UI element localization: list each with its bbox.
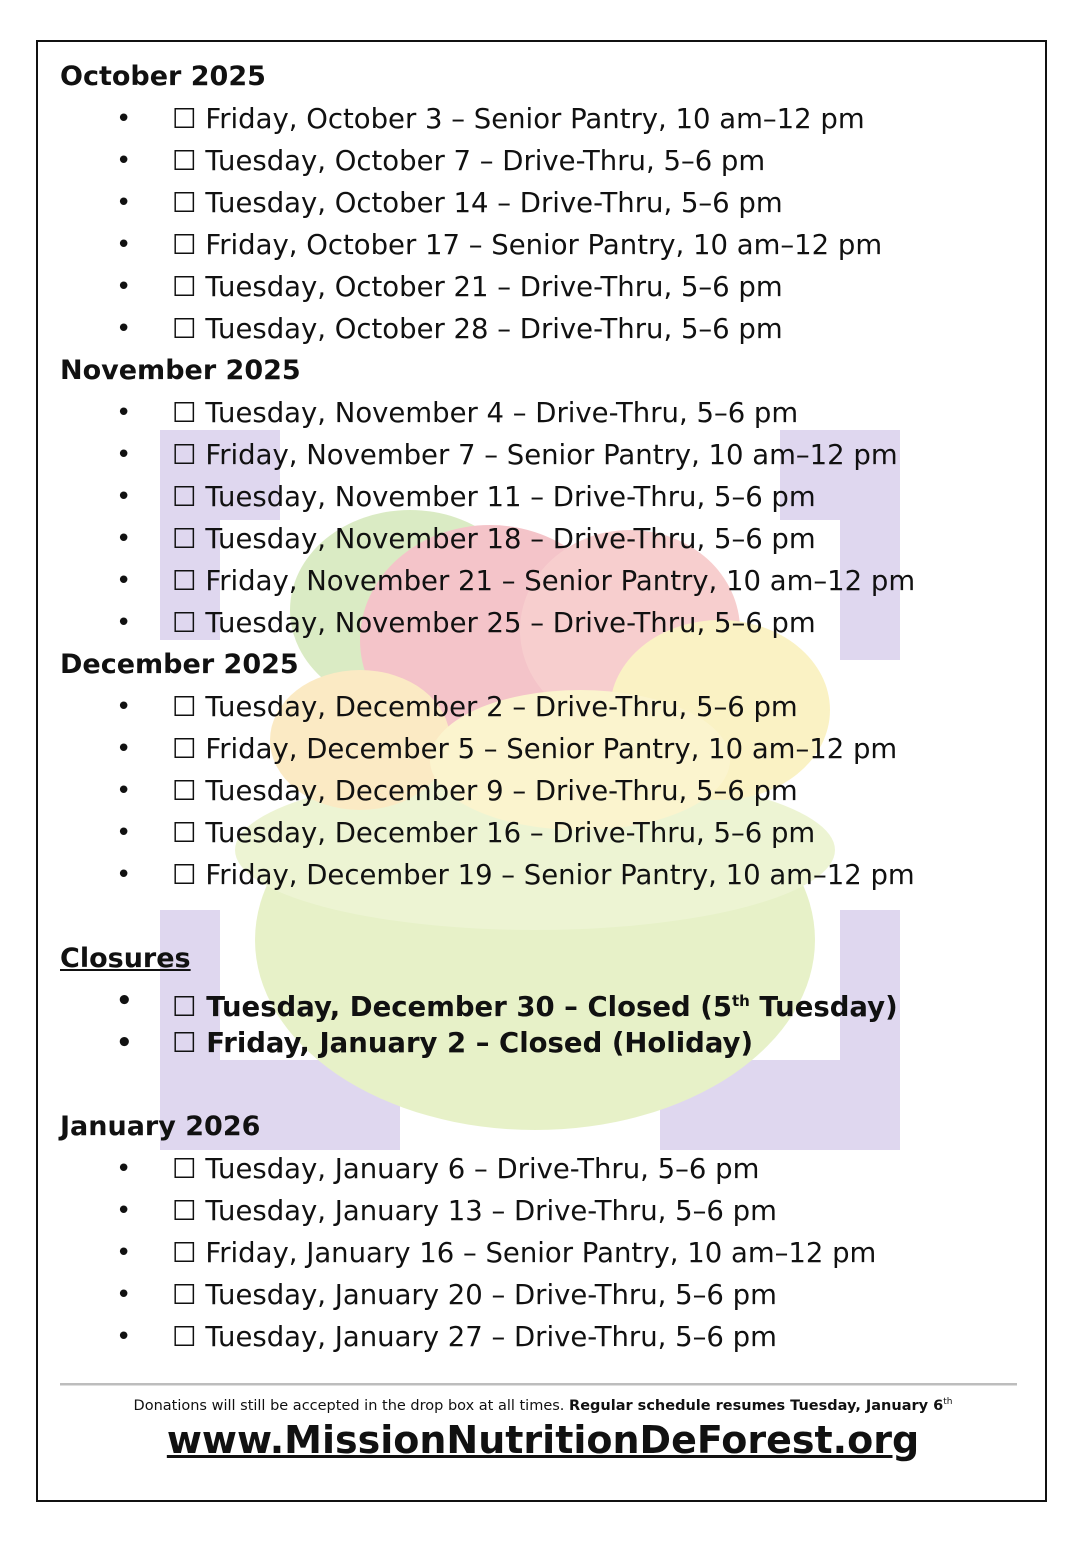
bullet-icon: • <box>116 692 132 722</box>
bullet-icon: • <box>116 1280 132 1310</box>
website-link[interactable]: www.MissionNutritionDeForest.org <box>166 1418 920 1462</box>
bullet-icon: • <box>116 776 132 806</box>
list-item: • ☐ Tuesday, November 4 – Drive-Thru, 5–6 pm <box>60 392 1040 434</box>
bullet-icon: • <box>116 860 132 890</box>
closures-heading: Closures <box>60 943 191 974</box>
bullet-icon: • <box>116 398 132 428</box>
list-item: • ☐ Tuesday, December 9 – Drive-Thru, 5–6 pm <box>60 770 1040 812</box>
list-item: • ☐ Tuesday, October 21 – Drive-Thru, 5–6 pm <box>60 266 1040 308</box>
list-item: • ☐ Tuesday, October 28 – Drive-Thru, 5–6 pm <box>60 308 1040 350</box>
bullet-icon: • <box>116 1196 132 1226</box>
list-item: • ☐ Tuesday, November 25 – Drive-Thru, 5–6 pm <box>60 602 1040 644</box>
month-heading-december: December 2025 <box>60 649 299 680</box>
list-item: • ☐ Tuesday, October 7 – Drive-Thru, 5–6 pm <box>60 140 1040 182</box>
list-item: • ☐ Tuesday, January 13 – Drive-Thru, 5–6 pm <box>60 1190 1040 1232</box>
bullet-icon: • <box>116 1028 133 1058</box>
list-item: • ☐ Tuesday, December 16 – Drive-Thru, 5–6 pm <box>60 812 1040 854</box>
list-item: • ☐ Tuesday, November 11 – Drive-Thru, 5–6 pm <box>60 476 1040 518</box>
bullet-icon: • <box>116 146 132 176</box>
list-item: • ☐ Friday, January 16 – Senior Pantry, 10 am–12 pm <box>60 1232 1040 1274</box>
bullet-icon: • <box>116 1154 132 1184</box>
list-item: • ☐ Friday, December 5 – Senior Pantry, 10 am–12 pm <box>60 728 1040 770</box>
bullet-icon: • <box>116 608 132 638</box>
bullet-icon: • <box>116 188 132 218</box>
month-heading-january: January 2026 <box>60 1111 261 1142</box>
spacer <box>60 1064 1040 1106</box>
event-list-october <box>60 98 1040 350</box>
bullet-icon: • <box>116 986 133 1016</box>
bullet-icon: • <box>116 272 132 302</box>
list-item: • ☐ Tuesday, December 2 – Drive-Thru, 5–6 pm <box>60 686 1040 728</box>
bullet-icon: • <box>116 566 132 596</box>
bullet-icon: • <box>116 314 132 344</box>
month-heading-november: November 2025 <box>60 355 301 386</box>
closures-list <box>60 980 1040 1064</box>
bullet-icon: • <box>116 734 132 764</box>
list-item: • ☐ Tuesday, October 14 – Drive-Thru, 5–6 pm <box>60 182 1040 224</box>
month-heading-october: October 2025 <box>60 61 266 92</box>
bullet-icon: • <box>116 1322 132 1352</box>
list-item: • ☐ Friday, November 7 – Senior Pantry, 10 am–12 pm <box>60 434 1040 476</box>
schedule-content <box>60 56 1040 1358</box>
bullet-icon: • <box>116 230 132 260</box>
list-item: • ☐ Friday, October 3 – Senior Pantry, 10 am–12 pm <box>60 98 1040 140</box>
bullet-icon: • <box>116 1238 132 1268</box>
list-item: • ☐ Tuesday, December 30 – Closed (5th Tuesday) <box>60 980 1040 1022</box>
spacer <box>60 896 1040 938</box>
list-item: • ☐ Tuesday, November 18 – Drive-Thru, 5–6 pm <box>60 518 1040 560</box>
list-item: • ☐ Friday, October 17 – Senior Pantry, 10 am–12 pm <box>60 224 1040 266</box>
list-item: • ☐ Friday, January 2 – Closed (Holiday) <box>60 1022 1040 1064</box>
footer-divider <box>60 1383 1017 1386</box>
list-item: • ☐ Friday, December 19 – Senior Pantry, 10 am–12 pm <box>60 854 1040 896</box>
bullet-icon: • <box>116 104 132 134</box>
list-item: • ☐ Tuesday, January 20 – Drive-Thru, 5–6 pm <box>60 1274 1040 1316</box>
list-item: • ☐ Tuesday, January 6 – Drive-Thru, 5–6 pm <box>60 1148 1040 1190</box>
bullet-icon: • <box>116 482 132 512</box>
event-list-november <box>60 392 1040 644</box>
list-item: • ☐ Friday, November 21 – Senior Pantry, 10 am–12 pm <box>60 560 1040 602</box>
bullet-icon: • <box>116 524 132 554</box>
list-item: • ☐ Tuesday, January 27 – Drive-Thru, 5–6 pm <box>60 1316 1040 1358</box>
event-list-january <box>60 1148 1040 1358</box>
event-list-december <box>60 686 1040 896</box>
bullet-icon: • <box>116 818 132 848</box>
bullet-icon: • <box>116 440 132 470</box>
footer-note: Donations will still be accepted in the drop box at all times. Regular schedule resumes Tuesday, January 6th <box>133 1397 953 1414</box>
